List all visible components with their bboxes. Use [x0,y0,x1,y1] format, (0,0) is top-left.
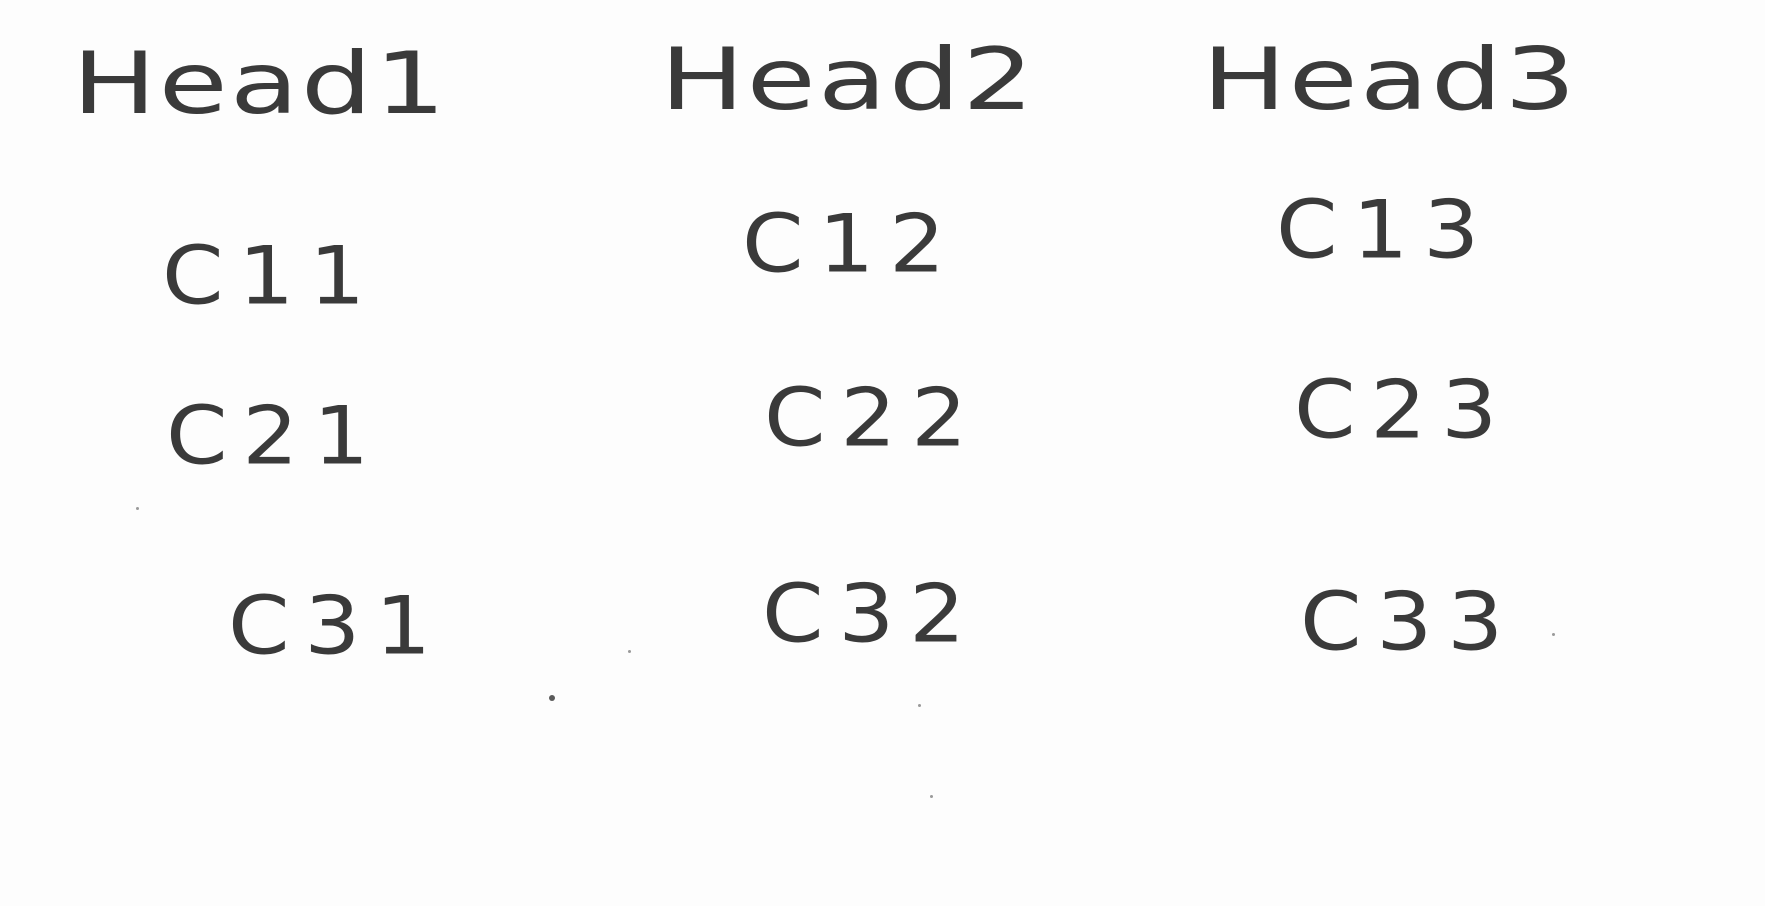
paper-speck [136,507,139,510]
cell-r3-c1: C31 [228,579,446,673]
cell-r2-c1: C21 [166,389,384,483]
paper-speck [1552,633,1555,636]
header-2: Head2 [660,29,1036,130]
cell-r3-c2: C32 [762,567,980,661]
cell-r2-c3: C23 [1294,363,1512,457]
header-1: Head1 [72,33,448,134]
paper-speck [628,650,631,653]
header-3: Head3 [1202,29,1578,130]
cell-r3-c3: C33 [1300,575,1518,669]
paper-speck [918,704,921,707]
cell-r1-c3: C13 [1276,183,1494,277]
cell-r1-c1: C11 [162,229,380,323]
paper-speck [930,795,933,798]
paper-speck [549,695,555,701]
cell-r1-c2: C12 [742,197,960,291]
cell-r2-c2: C22 [764,371,982,465]
